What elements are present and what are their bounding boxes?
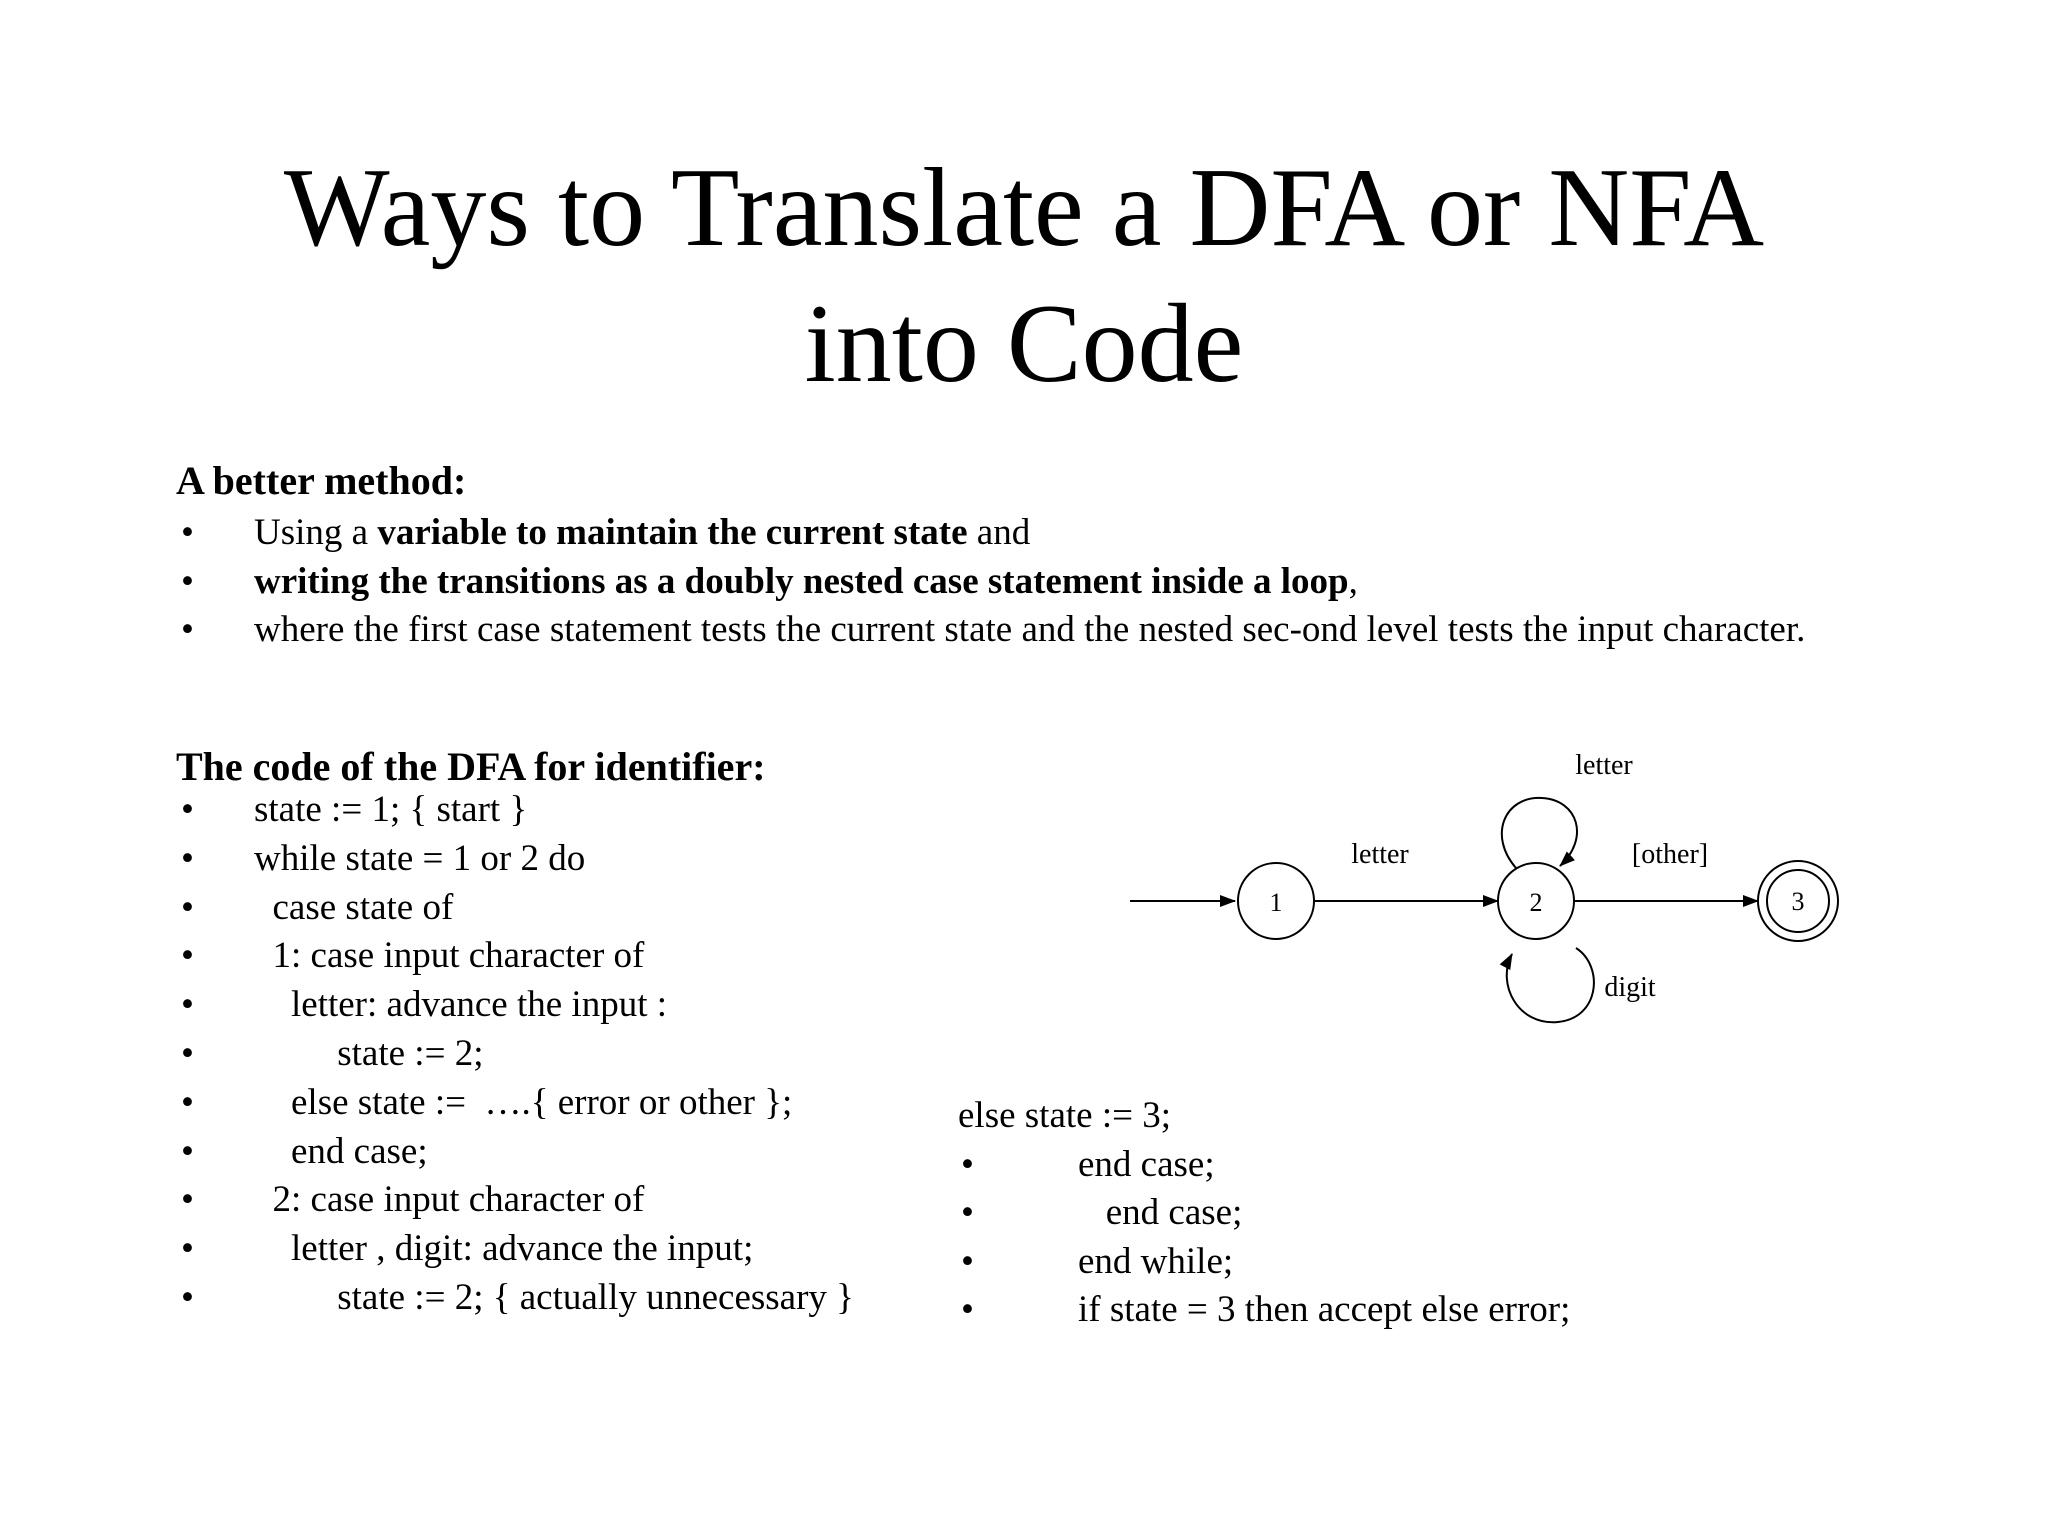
bullet: • (961, 1143, 974, 1185)
edge-1-2-label: letter (1351, 839, 1409, 870)
bullet: • (181, 1228, 194, 1270)
code-line (958, 1141, 1570, 1190)
code-line (176, 884, 936, 933)
method-heading: A better method: (176, 458, 467, 503)
loop-letter-edge (1502, 798, 1577, 868)
code-right-lines (958, 1141, 1570, 1335)
state-1-label: 1 (1269, 888, 1283, 917)
code-line-text: letter , digit: advance the input; (254, 1228, 754, 1270)
method-item (176, 557, 1826, 606)
code-line-text: 2: case input character of (254, 1179, 645, 1221)
code-line (176, 1274, 936, 1323)
code-line (958, 1189, 1570, 1238)
code-line-text: if state = 3 then accept else error; (1078, 1289, 1571, 1331)
title-line-2: into Code (804, 282, 1244, 406)
bullet: • (181, 1032, 194, 1074)
code-line (958, 1286, 1570, 1335)
method-item (176, 610, 1826, 650)
code-line (176, 1079, 936, 1128)
bullet: • (961, 1192, 974, 1234)
method-item-bold: variable to maintain the current state (377, 512, 968, 553)
code-line-text: 1: case input character of (254, 935, 645, 977)
title-line-1: Ways to Translate a DFA or NFA (283, 146, 1765, 270)
code-line-text: end while; (1078, 1240, 1234, 1282)
slide-title (0, 140, 2048, 412)
method-item-text: , (1348, 561, 1358, 602)
code-line (176, 981, 936, 1030)
method-item-bold: writing the transitions as a doubly nested case statement inside a loop (254, 561, 1349, 602)
bullet: • (181, 1179, 194, 1221)
bullet: • (181, 837, 194, 879)
bullet: • (181, 984, 194, 1026)
loop-digit-label: digit (1604, 972, 1656, 1003)
bullet: • (181, 935, 194, 977)
method-list (176, 508, 1826, 650)
loop-digit-edge (1507, 948, 1594, 1022)
method-item-text: where the first case statement tests the current state and the nested sec-ond level tests the input character. (254, 609, 1806, 650)
code-line-text: end case; (254, 1130, 428, 1172)
code-line-text: state := 2; (254, 1032, 484, 1074)
dfa-diagram (1130, 740, 1850, 1050)
bullet: • (181, 1276, 194, 1318)
code-line-text: else state := ….{ error or other }; (254, 1081, 793, 1123)
bullet: • (181, 512, 194, 553)
code-line-text: letter: advance the input : (254, 984, 668, 1026)
code-line (176, 1176, 936, 1225)
bullet: • (181, 886, 194, 928)
method-item (176, 508, 1826, 557)
code-line-text: while state = 1 or 2 do (254, 837, 586, 879)
code-line (176, 1128, 936, 1177)
method-item-text: and (967, 512, 1031, 553)
bullet: • (181, 789, 194, 830)
state-2-label: 2 (1529, 888, 1543, 917)
code-line (176, 786, 936, 835)
code-line (176, 1225, 936, 1274)
code-line-text: state := 1; { start } (254, 789, 528, 830)
code-line-text: end case; (1078, 1192, 1243, 1234)
method-item-text: Using a (254, 512, 378, 553)
code-line-text: case state of (254, 886, 454, 928)
code-line (176, 1030, 936, 1079)
code-line-text: state := 2; { actually unnecessary } (254, 1276, 854, 1318)
bullet: • (961, 1240, 974, 1282)
code-line-text: else state := 3; (958, 1095, 1172, 1136)
state-3-label: 3 (1791, 887, 1805, 916)
bullet: • (181, 1081, 194, 1123)
bullet: • (181, 609, 194, 650)
bullet: • (961, 1289, 974, 1331)
code-list-right (958, 1092, 1570, 1335)
code-heading: The code of the DFA for identifier: (176, 744, 766, 789)
edge-2-3-label: [other] (1631, 839, 1709, 870)
code-line (176, 835, 936, 884)
bullet: • (181, 1130, 194, 1172)
code-line-text: end case; (1078, 1143, 1215, 1185)
loop-letter-label: letter (1575, 750, 1633, 781)
code-line (958, 1238, 1570, 1287)
code-line (176, 932, 936, 981)
bullet: • (181, 561, 194, 602)
code-list-left (176, 786, 936, 1323)
